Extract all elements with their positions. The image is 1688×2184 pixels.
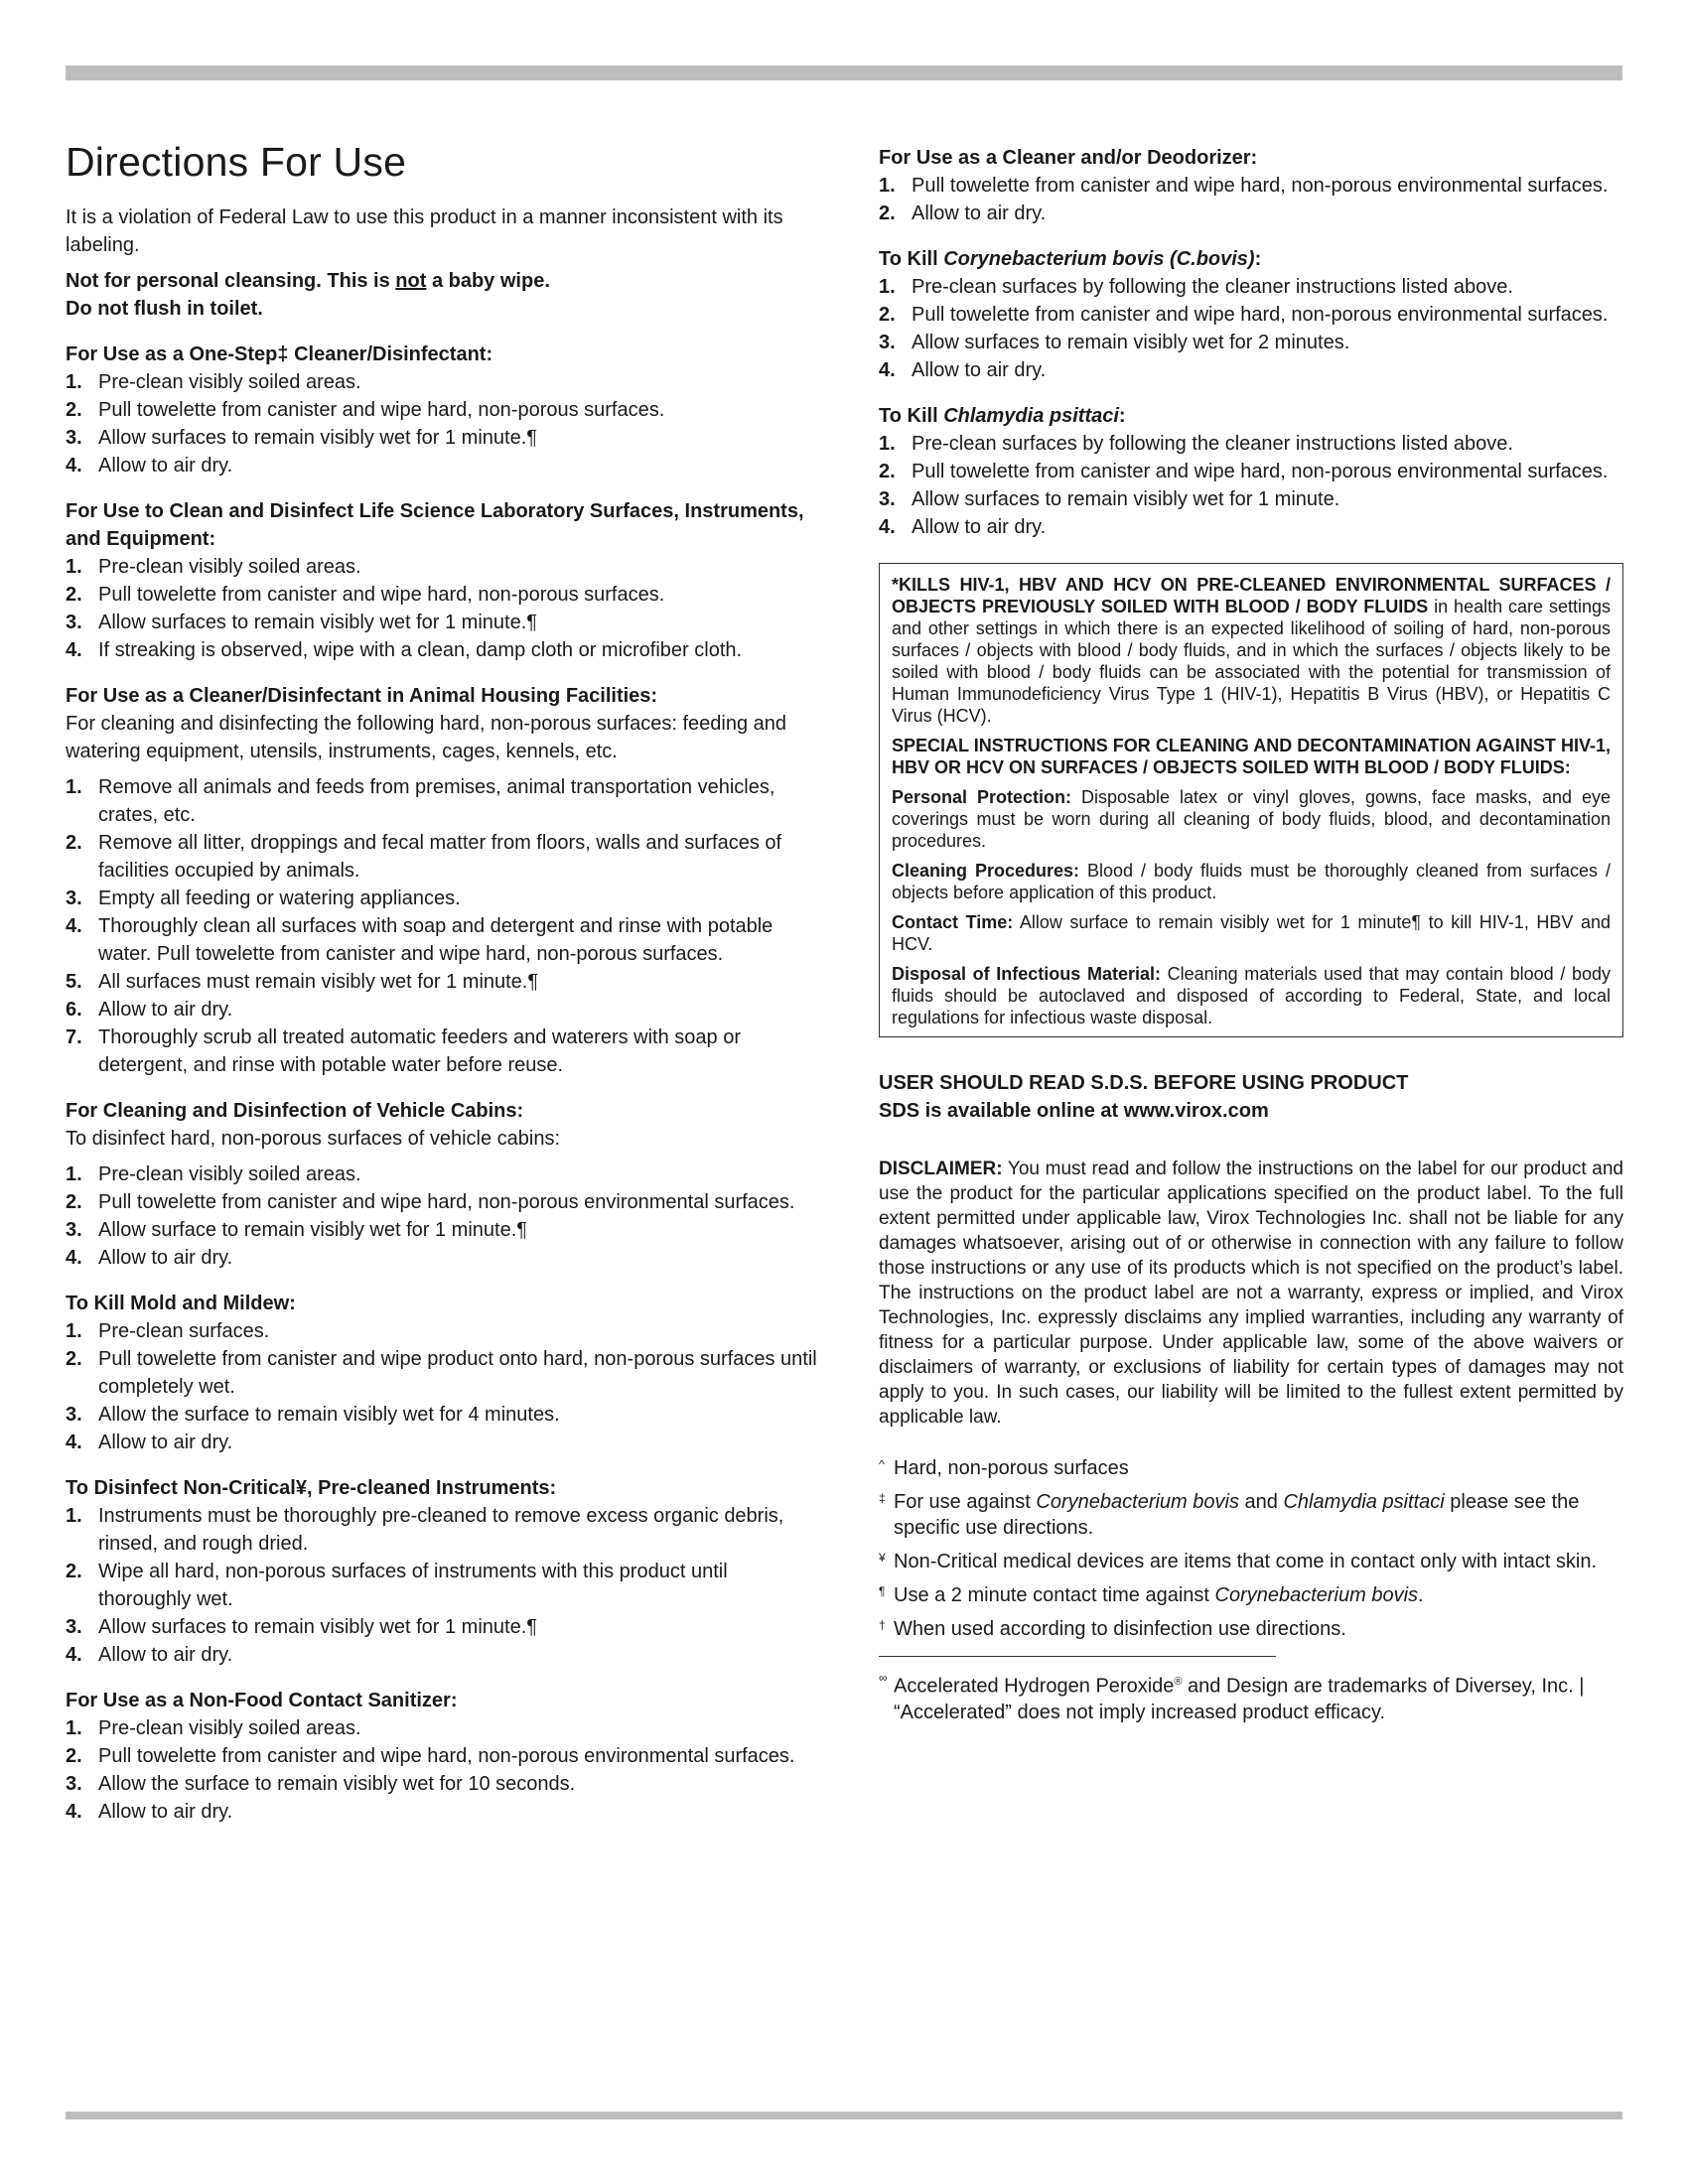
list-item: 1. Pre-clean visibly soiled areas.	[66, 371, 361, 393]
section-subtext: For cleaning and disinfecting the following hard, non-porous surfaces: feeding and watering equipment, utensils, instruments, cages, kennels, etc.	[66, 713, 787, 762]
footnote: ‡ For use against Corynebacterium bovis and Chlamydia psittaci please see the specific use directions.	[879, 1491, 1580, 1539]
list-item: 1. Pre-clean surfaces by following the cleaner instructions listed above.	[879, 433, 1513, 455]
list-item: 4. Allow to air dry.	[66, 1801, 233, 1823]
list-item: 3. Allow surfaces to remain visibly wet for 1 minute.¶	[66, 612, 538, 633]
list-item: 1. Remove all animals and feeds from premises, animal transportation vehicles, crates, etc.	[66, 776, 775, 826]
list-item: 4. Allow to air dry.	[66, 455, 233, 477]
box-paragraph: Contact Time: Allow surface to remain visibly wet for 1 minute¶ to kill HIV-1, HBV and HCV.	[892, 912, 1611, 954]
list-item: 4. If streaking is observed, wipe with a clean, damp cloth or microfiber cloth.	[66, 639, 743, 661]
box-special-instructions: SPECIAL INSTRUCTIONS FOR CLEANING AND DECONTAMINATION AGAINST HIV-1, HBV OR HCV ON SURFACES / OBJECTS SOILED WITH BLOOD / BODY FLUIDS:	[892, 736, 1611, 777]
list-item: 4. Thoroughly clean all surfaces with soap and detergent and rinse with potable water. Pull towelette from canister and wipe hard, non-porous surfaces.	[66, 915, 774, 965]
list-item: 7. Thoroughly scrub all treated automatic feeders and waterers with soap or detergent, and rinse with potable water before reuse.	[66, 1026, 742, 1076]
list-item: 4. Allow to air dry.	[879, 359, 1047, 381]
section-heading: For Use as a Cleaner/Disinfectant in Animal Housing Facilities:	[66, 685, 658, 707]
list-item: 2. Pull towelette from canister and wipe hard, non-porous environmental surfaces.	[879, 304, 1609, 326]
warning-text: Not for personal cleansing. This is not a baby wipe. Do not flush in toilet.	[66, 270, 550, 320]
trademark-note: ∞ Accelerated Hydrogen Peroxide® and Design are trademarks of Diversey, Inc. | “Accelerated” does not imply increased product efficacy.	[879, 1671, 1585, 1723]
list-item: 5. All surfaces must remain visibly wet for 1 minute.¶	[66, 971, 539, 993]
page-title: Directions For Use	[66, 139, 407, 185]
footnote: ¥ Non-Critical medical devices are items that come in contact only with intact skin.	[879, 1551, 1598, 1572]
list-item: 4. Allow to air dry.	[66, 1432, 233, 1453]
list-item: 3. Allow the surface to remain visibly wet for 4 minutes.	[66, 1404, 560, 1426]
list-item: 2. Pull towelette from canister and wipe hard, non-porous environmental surfaces.	[66, 1191, 795, 1213]
intro-text: It is a violation of Federal Law to use this product in a manner inconsistent with its labeling.	[66, 206, 783, 256]
box-paragraph: *KILLS HIV-1, HBV AND HCV ON PRE-CLEANED ENVIRONMENTAL SURFACES / OBJECTS PREVIOUSLY SOILED WITH BLOOD / BODY FLUIDS in health care settings and other settings in which there is an expected likelihood of soiling of hard, non-porous surfaces / objects with blood / body fluids, and in which the surfaces / objects likely to be soiled with blood / body fluids can be associated with the potential for transmission of Human Immunodeficiency Virus Type 1 (HIV-1), Hepatitis B Virus (HBV), or Hepatitis C Virus (HCV).	[892, 575, 1612, 726]
section-heading: To Disinfect Non-Critical¥, Pre-cleaned Instruments:	[66, 1477, 557, 1499]
list-item: 3. Allow the surface to remain visibly wet for 10 seconds.	[66, 1773, 576, 1795]
list-item: 2. Allow to air dry.	[879, 203, 1047, 224]
box-paragraph: Cleaning Procedures: Blood / body fluids must be thoroughly cleaned from surfaces / objects before application of this product.	[892, 861, 1611, 902]
list-item: 1. Pre-clean visibly soiled areas.	[66, 1163, 361, 1185]
section-heading: For Use as a Cleaner and/or Deodorizer:	[879, 147, 1258, 169]
footnote: ^ Hard, non-porous surfaces	[879, 1457, 1129, 1479]
sds-line: SDS is available online at www.virox.com	[879, 1100, 1269, 1122]
list-item: 1. Pull towelette from canister and wipe hard, non-porous environmental surfaces.	[879, 175, 1609, 197]
list-item: 3. Allow surfaces to remain visibly wet for 1 minute.	[879, 488, 1340, 510]
list-item: 2. Pull towelette from canister and wipe hard, non-porous environmental surfaces.	[66, 1745, 795, 1767]
hiv-info-box	[879, 563, 1623, 1037]
list-item: 2. Wipe all hard, non-porous surfaces of instruments with this product until thoroughly wet.	[66, 1561, 728, 1610]
list-item: 1. Pre-clean surfaces.	[66, 1320, 270, 1342]
section-heading: For Use to Clean and Disinfect Life Science Laboratory Surfaces, Instruments, and Equipment:	[66, 500, 804, 550]
sds-notice	[879, 1069, 1623, 1125]
section-heading: To Kill Mold and Mildew:	[66, 1293, 296, 1314]
right-column	[879, 144, 1623, 1733]
section-heading: To Kill Chlamydia psittaci:	[879, 405, 1126, 427]
section-chlamydia	[879, 402, 1623, 541]
section-sanitizer	[66, 1687, 820, 1826]
list-item: 4. Allow to air dry.	[66, 1644, 233, 1666]
list-item: 1. Instruments must be thoroughly pre-cleaned to remove excess organic debris, rinsed, and rough dried.	[66, 1505, 784, 1555]
section-heading: For Use as a One-Step‡ Cleaner/Disinfectant:	[66, 343, 493, 365]
section-life-science	[66, 497, 820, 664]
list-item: 3. Empty all feeding or watering appliances.	[66, 887, 461, 909]
list-item: 3. Allow surfaces to remain visibly wet for 1 minute.¶	[66, 1616, 538, 1638]
box-paragraph: Personal Protection: Disposable latex or vinyl gloves, gowns, face masks, and eye coverings must be worn during all cleaning of body fluids, blood, and decontamination procedures.	[892, 787, 1611, 851]
section-vehicle-cabins	[66, 1097, 820, 1272]
section-mold-mildew	[66, 1290, 820, 1456]
list-item: 1. Pre-clean visibly soiled areas.	[66, 556, 361, 578]
box-paragraph: Disposal of Infectious Material: Cleaning materials used that may contain blood / body fluids should be autoclaved and disposed of according to Federal, State, and local regulations for infectious waste disposal.	[892, 964, 1611, 1027]
list-item: 2. Remove all litter, droppings and fecal matter from floors, walls and surfaces of facilities occupied by animals.	[66, 832, 782, 882]
list-item: 2. Pull towelette from canister and wipe hard, non-porous surfaces.	[66, 399, 665, 421]
bottom-rule-bar	[66, 2112, 1622, 2119]
list-item: 1. Pre-clean visibly soiled areas.	[66, 1717, 361, 1739]
section-deodorizer	[879, 144, 1623, 227]
footnote: ¶ Use a 2 minute contact time against Corynebacterium bovis.	[879, 1584, 1424, 1606]
section-c-bovis	[879, 245, 1623, 384]
sds-line: USER SHOULD READ S.D.S. BEFORE USING PRODUCT	[879, 1072, 1409, 1094]
top-rule-bar	[66, 66, 1622, 80]
section-animal-housing	[66, 682, 820, 1079]
list-item: 4. Allow to air dry.	[879, 516, 1047, 538]
section-one-step	[66, 341, 820, 479]
list-item: 3. Allow surfaces to remain visibly wet for 1 minute.¶	[66, 427, 538, 449]
section-heading: For Cleaning and Disinfection of Vehicle Cabins:	[66, 1100, 524, 1122]
list-item: 4. Allow to air dry.	[66, 1247, 233, 1269]
list-item: 3. Allow surface to remain visibly wet for 1 minute.¶	[66, 1219, 528, 1241]
footnote: † When used according to disinfection use directions.	[879, 1618, 1346, 1640]
section-subtext: To disinfect hard, non-porous surfaces of vehicle cabins:	[66, 1128, 561, 1150]
list-item: 1. Pre-clean surfaces by following the cleaner instructions listed above.	[879, 276, 1513, 298]
list-item: 2. Pull towelette from canister and wipe hard, non-porous environmental surfaces.	[879, 461, 1609, 482]
footnote-divider	[879, 1656, 1276, 1657]
list-item: 6. Allow to air dry.	[66, 999, 233, 1021]
list-item: 2. Pull towelette from canister and wipe product onto hard, non-porous surfaces until completely wet.	[66, 1348, 817, 1398]
section-heading: To Kill Corynebacterium bovis (C.bovis):	[879, 248, 1262, 270]
section-non-critical-instruments	[66, 1474, 820, 1669]
disclaimer: DISCLAIMER: You must read and follow the instructions on the label for our product and use the product for the particular applications specified on the product label. To the full extent permitted under applicable law, Virox Technologies Inc. shall not be liable for any damages whatsoever, arising out of or otherwise in connection with any failure to follow those instructions or any use of its products which is not specified on the product’s label. The instructions on the product label are not a warranty, express or implied, and Virox Technologies, Inc. expressly disclaims any implied warranties, including any warranty of fitness for a particular purpose. Under applicable law, some of the above waivers or disclaimers of warranty, or exclusions of liability for certain types of damages may not apply to you. In such cases, our liability will be limited to the fullest extent permitted by applicable law.	[879, 1159, 1623, 1428]
list-item: 2. Pull towelette from canister and wipe hard, non-porous surfaces.	[66, 584, 665, 606]
section-heading: For Use as a Non-Food Contact Sanitizer:	[66, 1690, 458, 1711]
footnotes	[879, 1455, 1623, 1725]
list-item: 3. Allow surfaces to remain visibly wet for 2 minutes.	[879, 332, 1350, 353]
left-column	[66, 139, 820, 1826]
